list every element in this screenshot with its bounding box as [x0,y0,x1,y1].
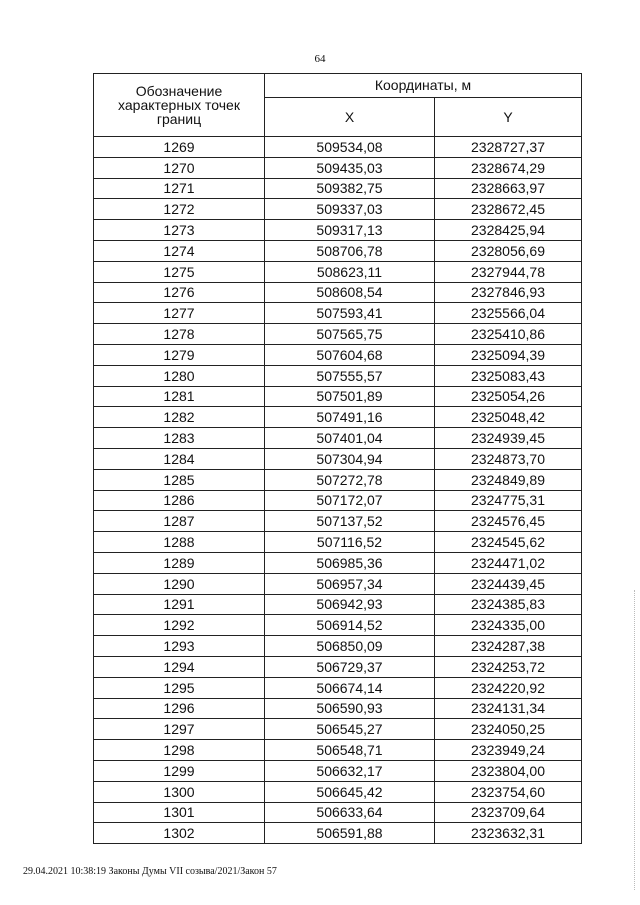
point-cell: 1272 [94,199,265,220]
point-cell: 1295 [94,677,265,698]
y-cell: 2328674,29 [435,157,582,178]
coordinates-table [93,73,582,844]
point-cell: 1282 [94,407,265,428]
y-cell: 2328056,69 [435,240,582,261]
point-cell: 1292 [94,615,265,636]
footer-stamp: 29.04.2021 10:38:19 Законы Думы VII созыва/2021/Закон 57 [23,866,277,877]
table-row [94,760,582,781]
table-row [94,157,582,178]
x-cell: 509337,03 [265,199,435,220]
table-row [94,261,582,282]
table-row [94,823,582,844]
header-coordinates: Координаты, м [265,74,582,98]
margin-mark [634,590,637,890]
x-cell: 507593,41 [265,303,435,324]
x-cell: 509382,75 [265,178,435,199]
y-cell: 2324939,45 [435,428,582,449]
y-cell: 2328425,94 [435,220,582,241]
x-cell: 508608,54 [265,282,435,303]
x-cell: 507501,89 [265,386,435,407]
table-row [94,677,582,698]
header-points: Обозначение характерных точек границ [94,74,265,137]
y-cell: 2324385,83 [435,594,582,615]
y-cell: 2323804,00 [435,760,582,781]
point-cell: 1293 [94,636,265,657]
table-row [94,594,582,615]
x-cell: 508623,11 [265,261,435,282]
table-row [94,532,582,553]
header-y: Y [435,97,582,136]
x-cell: 506591,88 [265,823,435,844]
y-cell: 2325094,39 [435,344,582,365]
point-cell: 1275 [94,261,265,282]
table-body [94,137,582,844]
x-cell: 506674,14 [265,677,435,698]
y-cell: 2324220,92 [435,677,582,698]
point-cell: 1285 [94,469,265,490]
table-row [94,407,582,428]
point-cell: 1299 [94,760,265,781]
x-cell: 507272,78 [265,469,435,490]
table-row [94,656,582,677]
y-cell: 2325054,26 [435,386,582,407]
point-cell: 1290 [94,573,265,594]
table-row [94,490,582,511]
y-cell: 2328672,45 [435,199,582,220]
y-cell: 2325048,42 [435,407,582,428]
point-cell: 1281 [94,386,265,407]
x-cell: 506729,37 [265,656,435,677]
table-row [94,178,582,199]
table-row [94,324,582,345]
x-cell: 507491,16 [265,407,435,428]
y-cell: 2324873,70 [435,448,582,469]
x-cell: 506590,93 [265,698,435,719]
y-cell: 2324131,34 [435,698,582,719]
table-row [94,303,582,324]
point-cell: 1300 [94,781,265,802]
point-cell: 1298 [94,740,265,761]
x-cell: 506548,71 [265,740,435,761]
point-cell: 1271 [94,178,265,199]
y-cell: 2324335,00 [435,615,582,636]
x-cell: 507565,75 [265,324,435,345]
y-cell: 2325083,43 [435,365,582,386]
y-cell: 2328663,97 [435,178,582,199]
y-cell: 2323709,64 [435,802,582,823]
point-cell: 1289 [94,552,265,573]
y-cell: 2324287,38 [435,636,582,657]
y-cell: 2325566,04 [435,303,582,324]
y-cell: 2324545,62 [435,532,582,553]
table-row [94,802,582,823]
table-row [94,240,582,261]
x-cell: 506942,93 [265,594,435,615]
x-cell: 506545,27 [265,719,435,740]
y-cell: 2327846,93 [435,282,582,303]
table-row [94,698,582,719]
point-cell: 1277 [94,303,265,324]
x-cell: 509317,13 [265,220,435,241]
x-cell: 506632,17 [265,760,435,781]
table-row [94,511,582,532]
table-row [94,448,582,469]
table-row [94,137,582,158]
table-row [94,615,582,636]
point-cell: 1283 [94,428,265,449]
table-row [94,552,582,573]
y-cell: 2324439,45 [435,573,582,594]
point-cell: 1291 [94,594,265,615]
point-cell: 1270 [94,157,265,178]
x-cell: 506645,42 [265,781,435,802]
table-row [94,719,582,740]
table-row [94,220,582,241]
y-cell: 2324471,02 [435,552,582,573]
point-cell: 1279 [94,344,265,365]
x-cell: 506850,09 [265,636,435,657]
point-cell: 1287 [94,511,265,532]
y-cell: 2323949,24 [435,740,582,761]
point-cell: 1297 [94,719,265,740]
point-cell: 1296 [94,698,265,719]
x-cell: 509435,03 [265,157,435,178]
y-cell: 2324576,45 [435,511,582,532]
y-cell: 2323754,60 [435,781,582,802]
table-row [94,344,582,365]
point-cell: 1284 [94,448,265,469]
table-row [94,386,582,407]
y-cell: 2325410,86 [435,324,582,345]
table-row [94,365,582,386]
point-cell: 1273 [94,220,265,241]
table-row [94,282,582,303]
y-cell: 2327944,78 [435,261,582,282]
x-cell: 507604,68 [265,344,435,365]
table-row [94,573,582,594]
table-row [94,199,582,220]
header-x: X [265,97,435,136]
point-cell: 1269 [94,137,265,158]
point-cell: 1280 [94,365,265,386]
x-cell: 507401,04 [265,428,435,449]
x-cell: 507172,07 [265,490,435,511]
point-cell: 1301 [94,802,265,823]
point-cell: 1288 [94,532,265,553]
y-cell: 2324775,31 [435,490,582,511]
point-cell: 1286 [94,490,265,511]
point-cell: 1276 [94,282,265,303]
y-cell: 2328727,37 [435,137,582,158]
point-cell: 1274 [94,240,265,261]
x-cell: 506957,34 [265,573,435,594]
table-row [94,428,582,449]
x-cell: 507116,52 [265,532,435,553]
page-number: 64 [314,53,326,65]
x-cell: 507304,94 [265,448,435,469]
x-cell: 506914,52 [265,615,435,636]
table-row [94,781,582,802]
point-cell: 1294 [94,656,265,677]
table-row [94,469,582,490]
x-cell: 506985,36 [265,552,435,573]
y-cell: 2324253,72 [435,656,582,677]
point-cell: 1278 [94,324,265,345]
table-row [94,636,582,657]
x-cell: 506633,64 [265,802,435,823]
table-row [94,740,582,761]
y-cell: 2324050,25 [435,719,582,740]
x-cell: 507555,57 [265,365,435,386]
x-cell: 507137,52 [265,511,435,532]
x-cell: 508706,78 [265,240,435,261]
y-cell: 2323632,31 [435,823,582,844]
y-cell: 2324849,89 [435,469,582,490]
point-cell: 1302 [94,823,265,844]
x-cell: 509534,08 [265,137,435,158]
